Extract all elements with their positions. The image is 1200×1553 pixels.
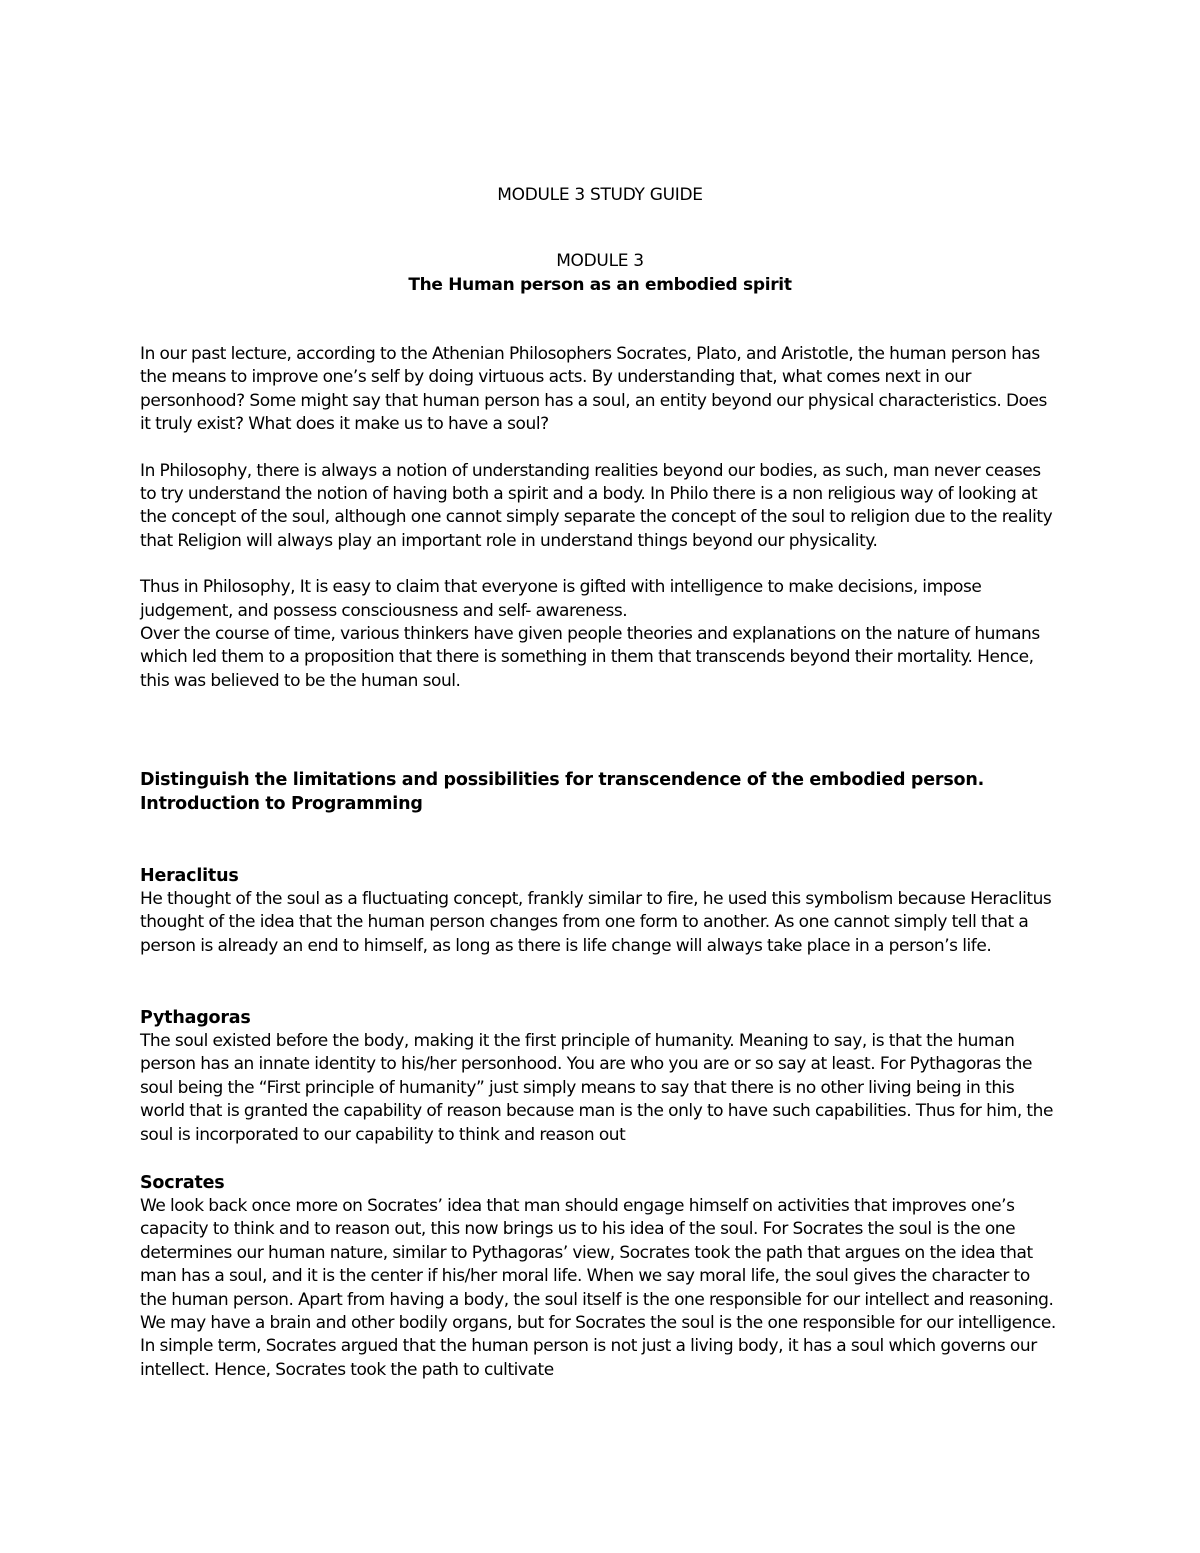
section-text: The soul existed before the body, making it the first principle of humanity. Meaning to say, is that the human person has an innate identity to his/her personhood. You are who you are or so say at least. For Pythagoras the soul being the “First principle of humanity” just simply means to say that there is no other living being in this world that is granted the capability of reason because man is the only to have such capabilities. Thus for him, the soul is incorporated to our capability to think and reason out	[140, 1031, 1053, 1145]
section-heraclitus	[140, 864, 1060, 958]
document-body	[140, 343, 1060, 693]
study-guide-title: MODULE 3 STUDY GUIDE	[497, 185, 703, 205]
section-heading: Socrates	[140, 1173, 225, 1193]
objective-heading: Distinguish the limitations and possibilities for transcendence of the embodied person.	[140, 770, 985, 790]
objective-block	[140, 768, 1060, 816]
section-heading: Pythagoras	[140, 1008, 251, 1028]
intro-paragraph: Over the course of time, various thinkers have given people theories and explanations on the nature of humans which led them to a proposition that there is something in them that transcends beyond their mortality. Hence, this was believed to be the human soul.	[140, 624, 1040, 691]
section-pythagoras	[140, 1006, 1060, 1147]
intro-paragraph: Thus in Philosophy, It is easy to claim that everyone is gifted with intelligence to make decisions, impose judgement, and possess consciousness and self- awareness.	[140, 577, 982, 621]
intro-paragraph: In Philosophy, there is always a notion of understanding realities beyond our bodies, as such, man never ceases to try understand the notion of having both a spirit and a body. In Philo there is a non religious way of looking at the concept of the soul, although one cannot simply separate the concept of the soul to religion due to the reality that Religion will always play an important role in understand things beyond our physicality.	[140, 460, 1053, 551]
section-text: He thought of the soul as a fluctuating concept, frankly similar to fire, he used this symbolism because Heraclitus thought of the idea that the human person changes from one form to another. As one cannot simply tell that a person is already an end to himself, as long as there is life change will always take place in a person’s life.	[140, 889, 1052, 956]
section-text: We look back once more on Socrates’ idea that man should engage himself on activities that improves one’s capacity to think and to reason out, this now brings us to his idea of the soul. For Socrates the soul is the one determines our human nature, similar to Pythagoras’ view, Socrates took the path that argues on the idea that man has a soul, and it is the center if his/her moral life. When we say moral life, the soul gives the character to the human person. Apart from having a body, the soul itself is the one responsible for our intellect and reasoning. We may have a brain and other bodily organs, but for Socrates the soul is the one responsible for our intelligence. In simple term, Socrates argued that the human person is not just a living body, it has a soul which governs our intellect. Hence, Socrates took the path to cultivate	[140, 1196, 1056, 1380]
module-label: MODULE 3	[556, 251, 644, 271]
objective-subheading: Introduction to Programming	[140, 794, 423, 814]
section-socrates	[140, 1171, 1060, 1382]
intro-paragraph: In our past lecture, according to the Athenian Philosophers Socrates, Plato, and Aristotle, the human person has the means to improve one’s self by doing virtuous acts. By understanding that, what comes next in our personhood? Some might say that human person has a soul, an entity beyond our physical characteristics. Does it truly exist? What does it make us to have a soul?	[140, 344, 1047, 435]
module-subtitle: The Human person as an embodied spirit	[408, 275, 792, 295]
section-heading: Heraclitus	[140, 866, 239, 886]
